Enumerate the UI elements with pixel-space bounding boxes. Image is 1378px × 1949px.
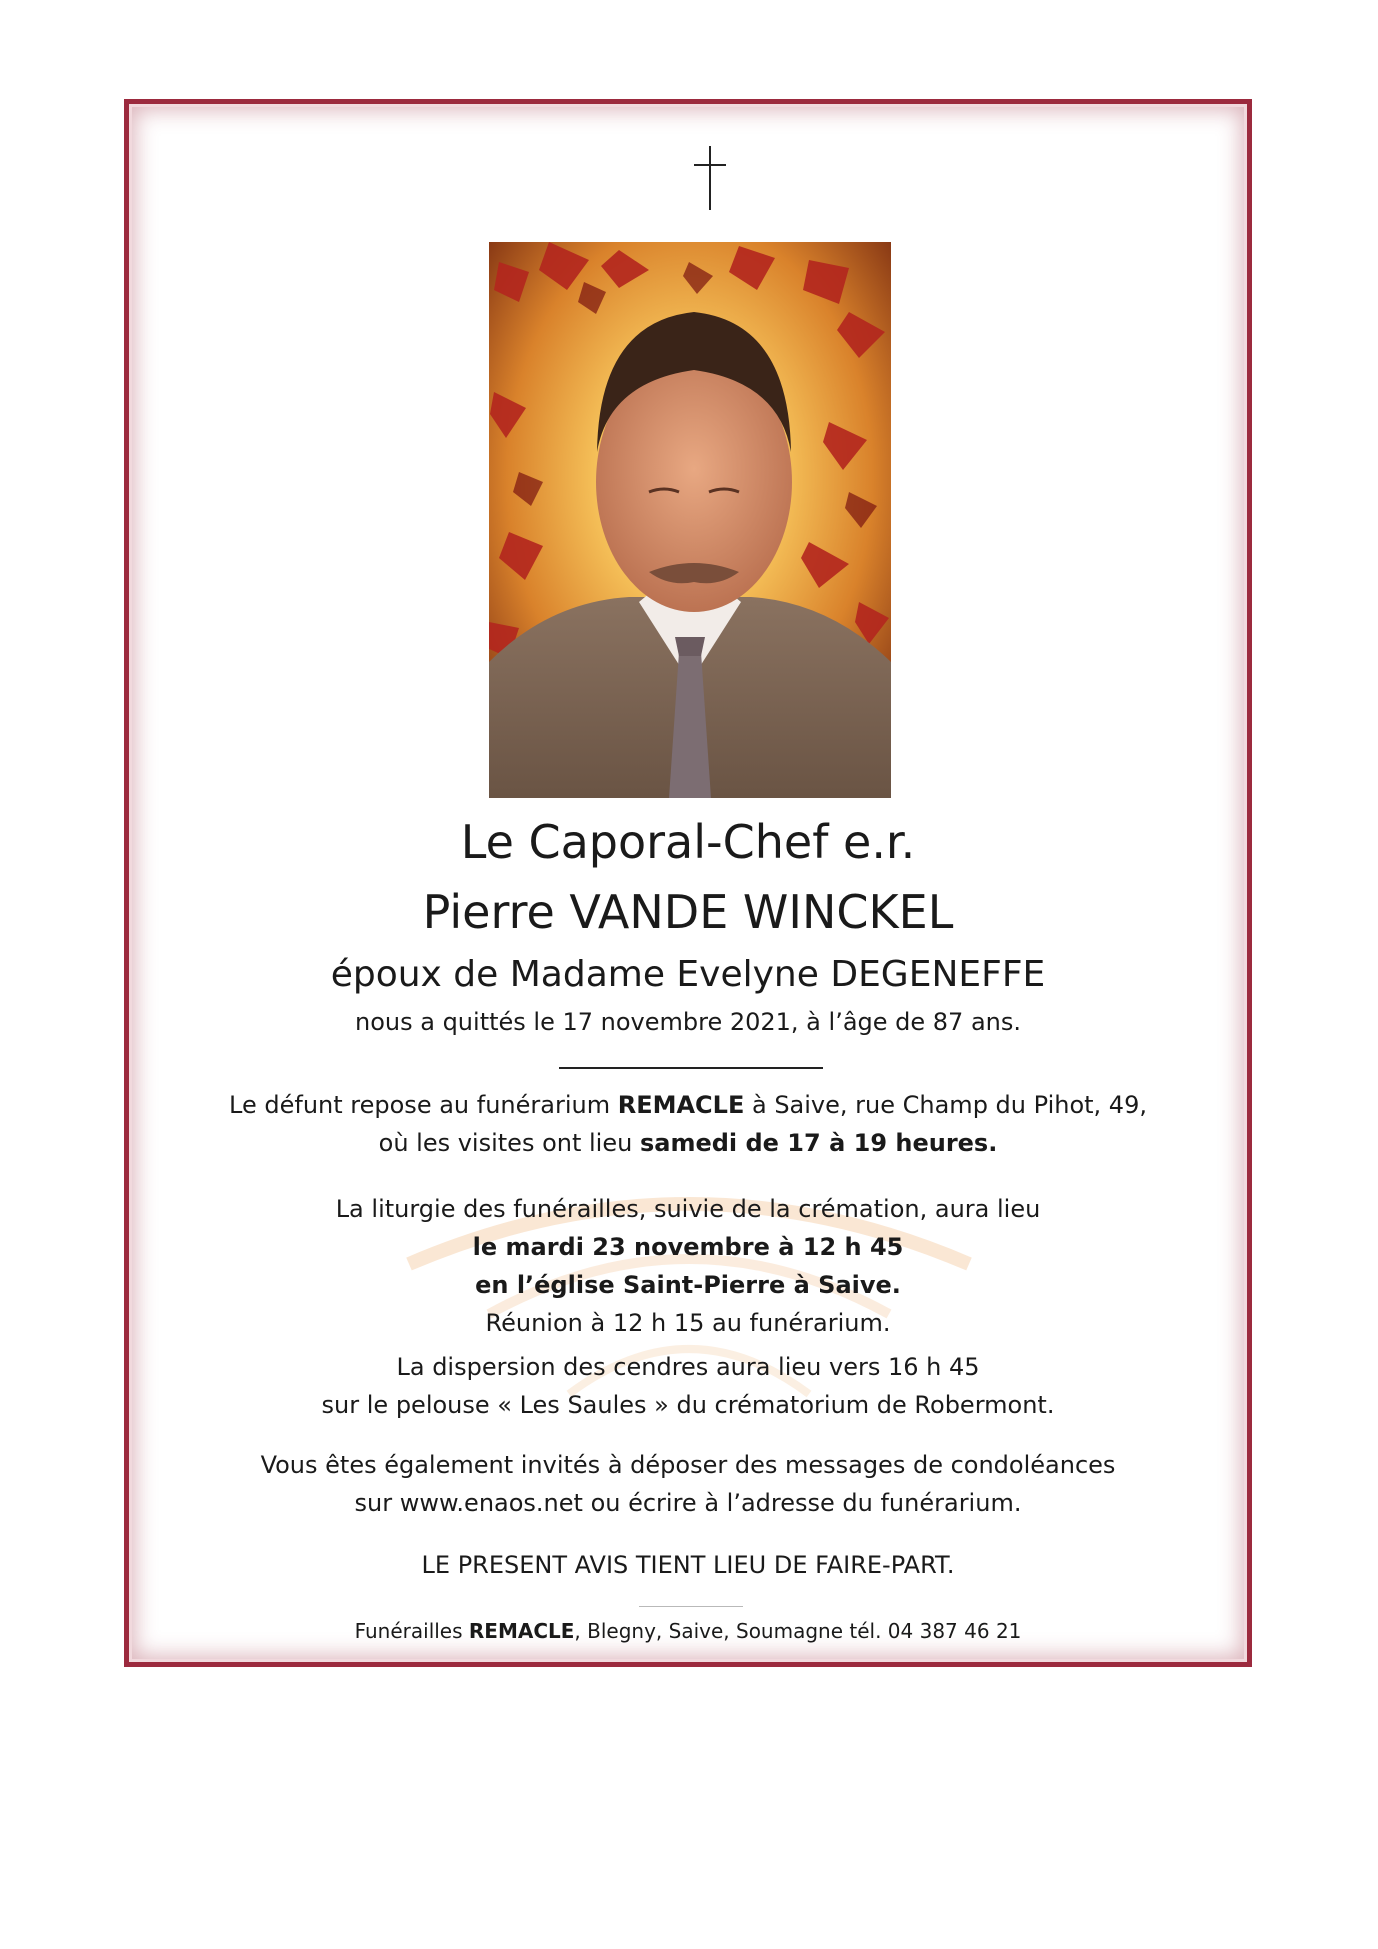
liturgy-paragraph — [129, 1190, 1247, 1342]
cross-icon — [692, 146, 728, 210]
death-date-line: nous a quittés le 17 novembre 2021, à l’âge de 87 ans. — [355, 1008, 1021, 1036]
faire-part-notice: LE PRESENT AVIS TIENT LIEU DE FAIRE-PART. — [421, 1551, 955, 1579]
condolences-line-1: Vous êtes également invités à déposer des messages de condoléances — [260, 1451, 1116, 1479]
visitation-line-1: Le défunt repose au funérarium REMACLE à Saive, rue Champ du Pihot, 49, — [229, 1091, 1147, 1119]
notice-frame — [124, 99, 1252, 1667]
funeral-home-footer: Funérailles REMACLE, Blegny, Saive, Soumagne tél. 04 387 46 21 — [354, 1619, 1022, 1643]
liturgy-line-2: le mardi 23 novembre à 12 h 45 — [472, 1233, 904, 1261]
condolences-line-2: sur www.enaos.net ou écrire à l’adresse du funérarium. — [354, 1489, 1022, 1517]
condolences-paragraph — [129, 1446, 1247, 1522]
ashes-line-2: sur le pelouse « Les Saules » du crématorium de Robermont. — [321, 1391, 1055, 1419]
portrait-photo — [489, 242, 891, 798]
liturgy-line-1: La liturgie des funérailles, suivie de la crémation, aura lieu — [335, 1195, 1041, 1223]
ashes-line-1: La dispersion des cendres aura lieu vers 16 h 45 — [396, 1353, 980, 1381]
liturgy-line-4: Réunion à 12 h 15 au funérarium. — [485, 1309, 891, 1337]
deceased-rank: Le Caporal-Chef e.r. — [460, 815, 916, 869]
separator-line — [559, 1067, 823, 1069]
footer-separator — [639, 1606, 743, 1607]
visitation-line-2: où les visites ont lieu samedi de 17 à 19 heures. — [378, 1129, 998, 1157]
deceased-name: Pierre VANDE WINCKEL — [422, 885, 954, 939]
liturgy-line-3: en l’église Saint-Pierre à Saive. — [475, 1271, 901, 1299]
notice-content — [129, 104, 1247, 1662]
spouse-line: époux de Madame Evelyne DEGENEFFE — [330, 954, 1046, 995]
visitation-paragraph — [129, 1086, 1247, 1162]
ashes-paragraph — [129, 1348, 1247, 1424]
